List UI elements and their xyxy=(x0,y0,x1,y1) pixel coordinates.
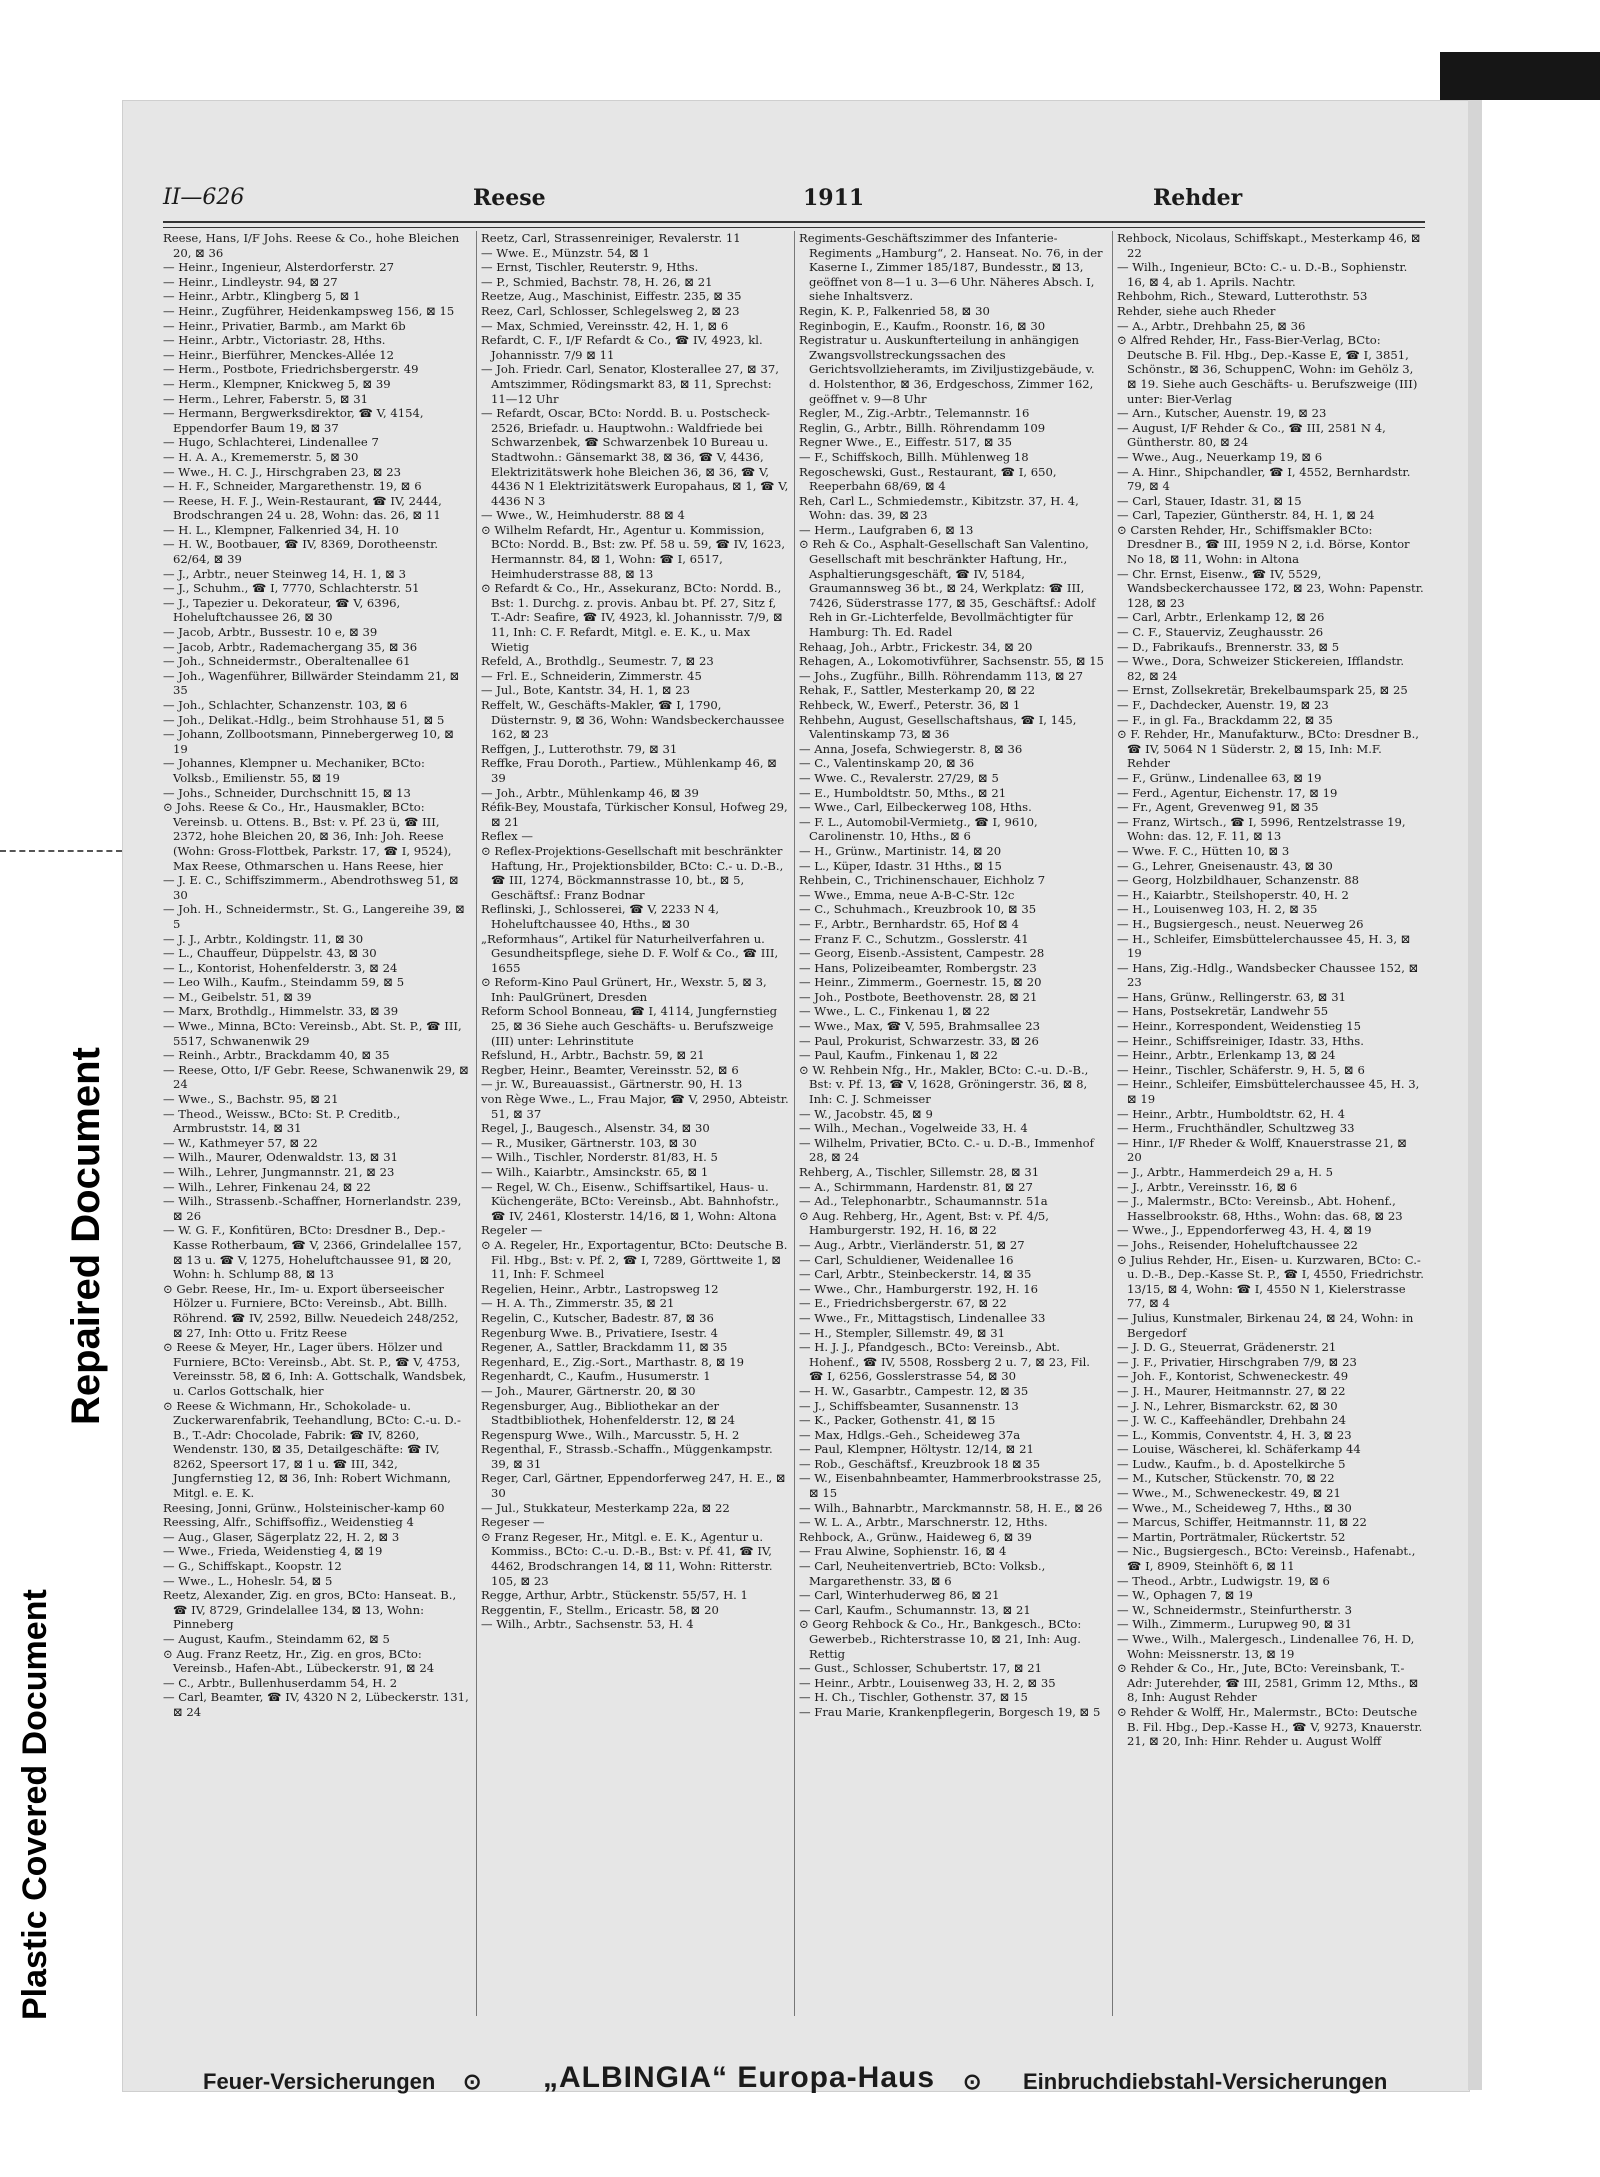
directory-entry: — Julius, Kunstmaler, Birkenau 24, ⊠ 24, Wohn: in Bergedorf xyxy=(1117,1310,1414,1340)
directory-entry: — Wilh., Mechan., Vogelweide 33, H. 4 xyxy=(799,1121,1028,1136)
directory-entry: — C. F., Stauerviz, Zeughausstr. 26 xyxy=(1117,625,1324,640)
directory-entry: — K., Packer, Gothenstr. 41, ⊠ 15 xyxy=(799,1413,996,1428)
directory-entry: Regoschewski, Gust., Restaurant, ☎ I, 650, Reeperbahn 68/69, ⊠ 4 xyxy=(799,464,1057,494)
directory-entry: — Joh. H., Schneidermstr., St. G., Langereihe 39, ⊠ 5 xyxy=(163,902,465,931)
footer-separator: ⊙ xyxy=(463,2069,482,2094)
directory-entry: — J., Tapezier u. Dekorateur, ☎ V, 6396, Hoheluftchaussee 26, ⊠ 30 xyxy=(163,595,401,625)
directory-entry: Refardt, C. F., I/F Refardt & Co., ☎ IV, 4923, kl. Johannisstr. 7/9 ⊠ 11 xyxy=(481,333,763,362)
directory-entry: Regeler — xyxy=(481,1223,543,1238)
directory-entry: — J., Arbtr., neuer Steinweg 14, H. 1, ⊠ 3 xyxy=(163,566,406,581)
directory-entry: — L., Kontorist, Hohenfelderstr. 3, ⊠ 24 xyxy=(163,960,398,975)
directory-entry: — Heinr., Korrespondent, Weidenstieg 15 xyxy=(1117,1019,1361,1034)
directory-entry: — Wwe., Carl, Eilbeckerweg 108, Hths. xyxy=(799,800,1032,815)
directory-entry: — Joh., Schlachter, Schanzenstr. 103, ⊠ 6 xyxy=(163,698,408,712)
directory-entry: Regenburg Wwe. B., Privatiere, Isestr. 4 xyxy=(481,1325,719,1340)
directory-entry: — Wwe., Chr., Hamburgerstr. 192, H. 16 xyxy=(799,1281,1038,1296)
directory-entry: — C., Valentinskamp 20, ⊠ 36 xyxy=(799,756,975,771)
footer-left-text: Feuer-Versicherungen xyxy=(203,2069,436,2094)
directory-entry: — Wilh., Zimmerm., Lurupweg 90, ⊠ 31 xyxy=(1117,1617,1352,1632)
directory-entry: — L., Küper, Idastr. 31 Hths., ⊠ 15 xyxy=(799,858,1002,873)
directory-entry: Refeld, A., Brothdlg., Seumestr. 7, ⊠ 23 xyxy=(481,654,714,669)
column-3 xyxy=(799,231,1107,2016)
directory-entry: Registratur u. Auskunfterteilung in anhängigen Zwangsvollstreckungssachen des Gerichtsvollzieheramts, im Ziviljustizgebäude, v. d. Holstenthor, ⊠ 36, Erdgeschoss, Zimmer 162, geöffnet v. 9—8 Uhr xyxy=(799,333,1095,406)
directory-entry: Rehbeck, W., Ewerf., Peterstr. 36, ⊠ 1 xyxy=(799,698,1021,712)
directory-entry: — Wwe., Aug., Neuerkamp 19, ⊠ 6 xyxy=(1117,449,1323,464)
directory-entry: — Louise, Wäscherei, kl. Schäferkamp 44 xyxy=(1117,1442,1361,1457)
directory-entry: „Reformhaus“, Artikel für Naturheilverfahren u. Gesundheitspflege, siehe D. F. Wolf & Co., ☎ III, 1655 xyxy=(481,931,779,975)
directory-entry: ⊙ Reese & Meyer, Hr., Lager übers. Hölzer und Furniere, BCto: Vereinsb., Abt. St. P., ☎ V, 4753, Vereinsstr. 58, ⊠ 6, Inh: A. Gottschalk, Wandsbek, u. Carlos Gottschalk, hier xyxy=(163,1340,467,1398)
directory-entry: — Hermann, Bergwerksdirektor, ☎ V, 4154, Eppendorfer Baum 19, ⊠ 37 xyxy=(163,406,424,435)
entry-columns xyxy=(163,231,1425,2016)
directory-entry: — Wwe., Emma, neue A-B-C-Str. 12c xyxy=(799,887,1015,902)
directory-entry: — Wilh., Bahnarbtr., Marckmannstr. 58, H. E., ⊠ 26 xyxy=(799,1500,1103,1515)
directory-entry: — Carl, Stauer, Idastr. 31, ⊠ 15 xyxy=(1117,493,1302,508)
directory-entry: — J., Schuhm., ☎ I, 7770, Schlachterstr. 51 xyxy=(163,581,420,596)
directory-entry: Regiments-Geschäftszimmer des Infanterie-Regiments „Hamburg“, 2. Hanseat. No. 76, in der Kaserne I., Zimmer 185/187, Bundesstr., ⊠ 13, geöffnet von 8—1 u. 3—6 Uhr. Näheres Absch. I, siehe Inhaltsverz. xyxy=(799,231,1103,304)
directory-entry: — Herm., Fruchthändler, Schultzweg 33 xyxy=(1117,1121,1355,1136)
directory-entry: — Wilh., Lehrer, Finkenau 24, ⊠ 22 xyxy=(163,1179,371,1194)
directory-entry: Reetz, Alexander, Zig. en gros, BCto: Hanseat. B., ☎ IV, 8729, Grindelallee 134, ⊠ 13, Wohn: Pinneberg xyxy=(163,1588,457,1632)
directory-entry: — Joh. F., Kontorist, Schweneckestr. 49 xyxy=(1117,1369,1349,1384)
directory-entry: — G., Schiffskapt., Koopstr. 12 xyxy=(163,1559,342,1574)
directory-entry: — Ernst, Tischler, Reuterstr. 9, Hths. xyxy=(481,260,699,275)
directory-entry: — Carl, Kaufm., Schumannstr. 13, ⊠ 21 xyxy=(799,1602,1031,1617)
directory-entry: — Herm., Laufgraben 6, ⊠ 13 xyxy=(799,522,974,537)
directory-entry: — H., Bugsiergesch., neust. Neuerweg 26 xyxy=(1117,916,1364,931)
directory-entry: — Franz F. C., Schutzm., Gosslerstr. 41 xyxy=(799,931,1029,946)
directory-entry: ⊙ A. Regeler, Hr., Exportagentur, BCto: Deutsche B. Fil. Hbg., Bst: v. Pf. 2, ☎ I, 7289, Görttweite 1, ⊠ 11, Inh: F. Schmeel xyxy=(481,1237,788,1282)
directory-entry: Regelien, Heinr., Arbtr., Lastropsweg 12 xyxy=(481,1281,719,1296)
directory-entry: Regenhard, E., Zig.-Sort., Marthastr. 8, ⊠ 19 xyxy=(481,1354,745,1369)
directory-entry: Reffelt, W., Geschäfts-Makler, ☎ I, 1790, Düsternstr. 9, ⊠ 36, Wohn: Wandsbeckerchaussee 162, ⊠ 23 xyxy=(481,698,785,742)
directory-entry: — Wwe. C., Revalerstr. 27/29, ⊠ 5 xyxy=(799,770,999,785)
directory-entry: — J., Arbtr., Vereinsstr. 16, ⊠ 6 xyxy=(1117,1179,1298,1194)
header-first-name: Reese xyxy=(473,185,546,211)
directory-entry: Refslund, H., Arbtr., Bachstr. 59, ⊠ 21 xyxy=(481,1048,705,1063)
directory-entry: — August, I/F Rehder & Co., ☎ III, 2581 N 4, Güntherstr. 80, ⊠ 24 xyxy=(1117,420,1386,450)
directory-entry: — W. G. F., Konfitüren, BCto: Dresdner B., Dep.-Kasse Rotherbaum, ☎ V, 2366, Grindelallee 157, ⊠ 13 u. ☎ V, 1275, Hoheluftchaussee 91, ⊠ 20, Wohn: h. Schlump 88, ⊠ 13 xyxy=(163,1223,462,1282)
directory-entry: — Wilh., Ingenieur, BCto: C.- u. D.-B., Sophienstr. 16, ⊠ 4, ab 1. Aprils. Nachtr. xyxy=(1117,260,1408,289)
directory-entry: — Wilh., Tischler, Norderstr. 81/83, H. 5 xyxy=(481,1150,718,1165)
directory-entry: — Franz, Wirtsch., ☎ I, 5996, Rentzelstrasse 19, Wohn: das. 12, F. 11, ⊠ 13 xyxy=(1117,814,1406,844)
directory-entry: — Heinr., Arbtr., Louisenweg 33, H. 2, ⊠ 35 xyxy=(799,1675,1056,1690)
directory-entry: — Refardt, Oscar, BCto: Nordd. B. u. Postscheck- 2526, Briefadr. u. Hauptwohn.: Waldfriede bei Schwarzenbek, ☎ Schwarzenbek 10 Bureau u. Stadtwohn.: Gänsemarkt 38, ⊠ 36, ☎ V, 4436, Elektrizitätswerk hohe Bleichen 36, ⊠ 36, ☎ V, 4436 N 1 Elektrizitätswerk Europahaus, ⊠ 1, ☎ V, 4436 N 3 xyxy=(481,406,789,508)
directory-entry: Rehagen, A., Lokomotivführer, Sachsenstr. 55, ⊠ 15 xyxy=(799,654,1104,669)
directory-entry: — J. F., Privatier, Hirschgraben 7/9, ⊠ 23 xyxy=(1117,1354,1357,1369)
directory-entry: — Rob., Geschäftsf., Kreuzbrook 18 ⊠ 35 xyxy=(799,1456,1041,1471)
directory-entry: — Wilh., Strassenb.-Schaffner, Hornerlandstr. 239, ⊠ 26 xyxy=(163,1194,462,1223)
directory-entry: von Rège Wwe., L., Frau Major, ☎ V, 2950, Abteistr. 51, ⊠ 37 xyxy=(481,1092,789,1121)
directory-entry: — J. D. G., Steuerrat, Grädenerstr. 21 xyxy=(1117,1340,1337,1355)
page-number: II—626 xyxy=(163,185,245,210)
directory-entry: — P., Schmied, Bachstr. 78, H. 26, ⊠ 21 xyxy=(481,274,713,289)
directory-entry: Rehak, F., Sattler, Mesterkamp 20, ⊠ 22 xyxy=(799,683,1036,698)
directory-entry: ⊙ Gebr. Reese, Hr., Im- u. Export überseeischer Hölzer u. Furniere, BCto: Vereinsb., Abt. Billh. Röhrend. ☎ IV, 2592, Billw. Neuedeich 248/252, ⊠ 27, Inh: Otto u. Fritz Reese xyxy=(163,1281,459,1340)
directory-entry: ⊙ Aug. Rehberg, Hr., Agent, Bst: v. Pf. 4/5, Hamburgerstr. 192, H. 16, ⊠ 22 xyxy=(799,1208,1049,1238)
directory-entry: — Reinh., Arbtr., Brackdamm 40, ⊠ 35 xyxy=(163,1048,390,1063)
directory-entry: — Georg, Eisenb.-Assistent, Campestr. 28 xyxy=(799,946,1045,961)
directory-entry: — Joh. Friedr. Carl, Senator, Klosterallee 27, ⊠ 37, Amtszimmer, Rödingsmarkt 83, ⊠ 11, Sprechst: 11—12 Uhr xyxy=(481,362,779,406)
directory-entry: Regenspurg Wwe., Wilh., Marcusstr. 5, H. 2 xyxy=(481,1427,740,1442)
directory-entry: Rehbock, Nicolaus, Schiffskapt., Mesterkamp 46, ⊠ 22 xyxy=(1117,231,1421,260)
directory-entry: — A., Arbtr., Drehbahn 25, ⊠ 36 xyxy=(1117,318,1306,333)
directory-entry: — Hugo, Schlachterei, Lindenallee 7 xyxy=(163,435,379,450)
column-divider xyxy=(794,231,795,2016)
header-year: 1911 xyxy=(803,185,865,211)
directory-entry: — Wwe. F. C., Hütten 10, ⊠ 3 xyxy=(1117,843,1290,858)
directory-entry: ⊙ F. Rehder, Hr., Manufakturw., BCto: Dresdner B., ☎ IV, 5064 N 1 Süderstr. 2, ⊠ 15, Inh: M.F. Rehder xyxy=(1117,727,1419,771)
directory-entry: — Ad., Telephonarbtr., Schaumannstr. 51a xyxy=(799,1194,1048,1209)
directory-entry: — Herm., Klempner, Knickweg 5, ⊠ 39 xyxy=(163,376,391,391)
directory-entry: ⊙ Carsten Rehder, Hr., Schiffsmakler BCto: Dresdner B., ☎ III, 1959 N 2, i.d. Börse, Kontor No 18, ⊠ 11, Wohn: in Altona xyxy=(1117,522,1410,567)
directory-entry: — Theod., Weissw., BCto: St. P. Creditb., Armbruststr. 14, ⊠ 31 xyxy=(163,1106,401,1136)
directory-entry: — Heinr., Arbtr., Erlenkamp 13, ⊠ 24 xyxy=(1117,1048,1336,1063)
directory-entry: — Joh., Wagenführer, Billwärder Steindamm 21, ⊠ 35 xyxy=(163,668,460,698)
footer-company: „ALBINGIA“ Europa-Haus xyxy=(543,2061,936,2094)
directory-entry: Reglin, G., Arbtr., Billh. Röhrendamm 109 xyxy=(799,420,1046,435)
directory-entry: — W., Schneidermstr., Steinfurtherstr. 3 xyxy=(1117,1602,1353,1617)
directory-entry: — Leo Wilh., Kaufm., Steindamm 59, ⊠ 5 xyxy=(163,975,405,990)
directory-entry: — Heinr., Schleifer, Eimsbüttelerchaussee 45, H. 3, ⊠ 19 xyxy=(1117,1077,1420,1107)
directory-entry: — Ludw., Kaufm., b. d. Apostelkirche 5 xyxy=(1117,1456,1346,1471)
directory-entry: Rehbein, C., Trichinenschauer, Eichholz 7 xyxy=(799,873,1046,888)
directory-entry: — Carl, Winterhuderweg 86, ⊠ 21 xyxy=(799,1588,1000,1603)
directory-entry: — Heinr., Schiffsreiniger, Idastr. 33, Hths. xyxy=(1117,1033,1364,1048)
directory-entry: Réfik-Bey, Moustafa, Türkischer Konsul, Hofweg 29, ⊠ 21 xyxy=(481,800,788,829)
directory-entry: — Georg, Holzbildhauer, Schanzenstr. 88 xyxy=(1117,873,1359,888)
directory-entry: — Max, Hdlgs.-Geh., Scheideweg 37a xyxy=(799,1427,1021,1442)
directory-entry: — Arn., Kutscher, Auenstr. 19, ⊠ 23 xyxy=(1117,406,1327,421)
directory-entry: — H. A. A., Krememerstr. 5, ⊠ 30 xyxy=(163,449,359,464)
directory-entry: — Heinr., Tischler, Schäferstr. 9, H. 5, ⊠ 6 xyxy=(1117,1062,1365,1077)
directory-entry: — H., Grünw., Martinistr. 14, ⊠ 20 xyxy=(799,843,1002,858)
directory-entry: — Paul, Klempner, Höltystr. 12/14, ⊠ 21 xyxy=(799,1442,1034,1457)
directory-entry: — W. L. A., Arbtr., Marschnerstr. 12, Hths. xyxy=(799,1515,1048,1530)
directory-entry: — F., in gl. Fa., Brackdamm 22, ⊠ 35 xyxy=(1117,712,1333,727)
directory-entry: — Wwe., J., Eppendorferweg 43, H. 4, ⊠ 19 xyxy=(1117,1223,1372,1238)
directory-entry: Reessing, Alfr., Schiffsoffiz., Weidenstieg 4 xyxy=(163,1515,414,1530)
column-divider xyxy=(476,231,477,2016)
plastic-covered-label: Plastic Covered Document xyxy=(16,1589,54,2020)
directory-entry: ⊙ Refardt & Co., Hr., Assekuranz, BCto: Nordd. B., Bst: 1. Durchg. z. provis. Anbau bt. Pf. 27, Sitz f, T.-Adr: Seafire, ☎ IV, 4923, kl. Johannisstr. 7/9, ⊠ 11, Inh: C. F. Refardt, Mitgl. e. E. K., u. Max Wietig xyxy=(481,581,783,654)
directory-entry: — Wwe., M., Schweneckestr. 49, ⊠ 21 xyxy=(1117,1486,1341,1501)
directory-entry: ⊙ W. Rehbein Nfg., Hr., Makler, BCto: C.-u. D.-B., Bst: v. Pf. 13, ☎ V, 1628, Gröningerstr. 36, ⊠ 8, Inh: C. J. Schmeisser xyxy=(799,1062,1089,1107)
directory-entry: — Wwe., Fr., Mittagstisch, Lindenallee 33 xyxy=(799,1310,1046,1325)
directory-entry: — F., Schiffskoch, Billh. Mühlenweg 18 xyxy=(799,449,1029,464)
directory-entry: — Carl, Beamter, ☎ IV, 4320 N 2, Lübeckerstr. 131, ⊠ 24 xyxy=(163,1690,469,1719)
directory-entry: ⊙ Alfred Rehder, Hr., Fass-Bier-Verlag, BCto: Deutsche B. Fil. Hbg., Dep.-Kasse E, ☎ I, 3851, Schönstr., ⊠ 36, SchuppenC, Wohn: im Gehölz 3, ⊠ 19. Siehe auch Geschäfts- u. Berufszweige (III) unter: Bier-Verlag xyxy=(1117,333,1418,406)
directory-entry: — Heinr., Bierführer, Menckes-Allée 12 xyxy=(163,347,395,362)
directory-entry: — Wwe., Dora, Schweizer Stickereien, Ifflandstr. 82, ⊠ 24 xyxy=(1117,654,1405,683)
directory-entry: — Wwe., M., Scheideweg 7, Hths., ⊠ 30 xyxy=(1117,1500,1352,1515)
directory-entry: — Anna, Josefa, Schwiegerstr. 8, ⊠ 36 xyxy=(799,741,1023,756)
directory-entry: Regelin, C., Kutscher, Badestr. 87, ⊠ 36 xyxy=(481,1310,714,1325)
directory-entry: ⊙ Reh & Co., Asphalt-Gesellschaft San Valentino, Gesellschaft mit beschränkter Haftung, Hr., Asphaltierungsgeschäft, ☎ IV, 5184, Graumannsweg 36 bt., ⊠ 24, Werkplatz: ☎ III, 7426, Süderstrasse 177, ⊠ 35, Geschäftsf.: Adolf Reh in Gr.-Lichterfelde, Bevollmächtigter für Hamburg: Th. Ed. Radel xyxy=(799,537,1096,640)
directory-page xyxy=(122,100,1470,2092)
directory-entry: Reflex — xyxy=(481,829,534,844)
directory-entry: — H., Schleifer, Eimsbüttelerchaussee 45, H. 3, ⊠ 19 xyxy=(1117,931,1411,961)
directory-entry: — W., Eisenbahnbeamter, Hammerbrookstrasse 25, ⊠ 15 xyxy=(799,1471,1102,1501)
directory-entry: — Hinr., I/F Rheder & Wolff, Knauerstrasse 21, ⊠ 20 xyxy=(1117,1135,1407,1165)
directory-entry: — Wwe., Wilh., Malergesch., Lindenallee 76, H. D, Wohn: Meissnerstr. 13, ⊠ 19 xyxy=(1117,1632,1415,1661)
directory-entry: — Wilh., Kaiarbtr., Amsinckstr. 65, ⊠ 1 xyxy=(481,1165,709,1179)
directory-entry: — J., Malermstr., BCto: Vereinsb., Abt. Hohenf., Hasselbrookstr. 68, Hths., Wohn: das. 68, ⊠ 23 xyxy=(1117,1194,1403,1223)
directory-entry: — W., Jacobstr. 45, ⊠ 9 xyxy=(799,1106,933,1121)
directory-entry: Reez, Carl, Schlosser, Schlegelsweg 2, ⊠ 23 xyxy=(481,303,740,318)
directory-entry: ⊙ Rehder & Wolff, Hr., Malermstr., BCto: Deutsche B. Fil. Hbg., Dep.-Kasse H., ☎ V, 9273, Knauerstr. 21, ⊠ 20, Inh: Hinr. Rehder u. August Wolff xyxy=(1117,1704,1423,1749)
directory-entry: — Joh., Delikat.-Hdlg., beim Strohhause 51, ⊠ 5 xyxy=(163,712,445,727)
cut-guide-line xyxy=(0,850,122,852)
directory-entry: — Ferd., Agentur, Eichenstr. 17, ⊠ 19 xyxy=(1117,785,1338,800)
directory-entry: Regge, Arthur, Arbtr., Stückenstr. 55/57, H. 1 xyxy=(481,1588,748,1603)
directory-entry: ⊙ Reese & Wichmann, Hr., Schokolade- u. Zuckerwarenfabrik, Teehandlung, BCto: C.-u. D.-B., T.-Adr: Chocolade, Fabrik: ☎ IV, 8260, Wendenstr. 130, ⊠ 35, Detailgeschäfte: ☎ IV, 8262, Speersort 17, ⊠ 1 u. ☎ III, 342, Jungfernstieg 12, ⊠ 36, Inh: Robert Wichmann, Mitgl. e. E. K. xyxy=(163,1398,461,1501)
directory-entry: — G., Lehrer, Gneisenaustr. 43, ⊠ 30 xyxy=(1117,858,1333,873)
directory-entry: Reform School Bonneau, ☎ I, 4114, Jungfernstieg 25, ⊠ 36 Siehe auch Geschäfts- u. Berufszweige (III) unter: Lehrinstitute xyxy=(481,1004,778,1048)
directory-entry: — Chr. Ernst, Eisenw., ☎ IV, 5529, Wandsbeckerchaussee 172, ⊠ 23, Wohn: Papenstr. 128, ⊠ 23 xyxy=(1117,566,1424,610)
directory-entry: ⊙ Johs. Reese & Co., Hr., Hausmakler, BCto: Vereinsb. u. Ottens. B., Bst: v. Pf. 23 ü, ☎ III, 2372, hohe Bleichen 20, ⊠ 36, Inh: Joh. Reese (Wohn: Gross-Flottbek, Parkstr. 17, ☎ I, 9524), Max Reese, Othmarschen u. Hans Reese, hier xyxy=(163,800,452,873)
directory-entry: — Johs., Zugführ., Billh. Röhrendamm 113, ⊠ 27 xyxy=(799,668,1084,683)
directory-entry: — Wwe., L. C., Finkenau 1, ⊠ 22 xyxy=(799,1004,991,1019)
directory-entry: — Joh., Postbote, Beethovenstr. 28, ⊠ 21 xyxy=(799,989,1038,1004)
column-2 xyxy=(481,231,789,2016)
directory-entry: — Hans, Grünw., Rellingerstr. 63, ⊠ 31 xyxy=(1117,989,1346,1004)
directory-entry: — Heinr., Ingenieur, Alsterdorferstr. 27 xyxy=(163,260,394,275)
directory-entry: — Frau Marie, Krankenpflegerin, Borgesch 19, ⊠ 5 xyxy=(799,1704,1101,1719)
directory-entry: Regensburger, Aug., Bibliothekar an der Stadtbibliothek, Hohenfelderstr. 12, ⊠ 24 xyxy=(481,1398,736,1428)
header-rule-thin xyxy=(163,227,1425,228)
directory-entry: ⊙ Rehder & Co., Hr., Jute, BCto: Vereinsbank, T.-Adr: Juterehder, ☎ III, 2581, Grimm 12, Mths., ⊠ 8, Inh: August Rehder xyxy=(1117,1661,1419,1705)
directory-entry: — Wwe. E., Münzstr. 54, ⊠ 1 xyxy=(481,245,650,260)
directory-entry: — Jul., Bote, Kantstr. 34, H. 1, ⊠ 23 xyxy=(481,683,690,698)
directory-entry: Rehberg, A., Tischler, Sillemstr. 28, ⊠ 31 xyxy=(799,1165,1040,1179)
directory-entry: — Johs., Reisender, Hoheluftchaussee 22 xyxy=(1117,1237,1358,1252)
directory-entry: — F., Arbtr., Bernhardstr. 65, Hof ⊠ 4 xyxy=(799,916,1019,931)
directory-entry: Reginbogin, E., Kaufm., Roonstr. 16, ⊠ 30 xyxy=(799,318,1046,333)
directory-entry: Reese, Hans, I/F Johs. Reese & Co., hohe Bleichen 20, ⊠ 36 xyxy=(163,231,460,260)
directory-entry: — Max, Schmied, Vereinsstr. 42, H. 1, ⊠ 6 xyxy=(481,318,729,333)
directory-entry: Reger, Carl, Gärtner, Eppendorferweg 247, H. E., ⊠ 30 xyxy=(481,1471,786,1501)
directory-entry: — Heinr., Zugführer, Heidenkampsweg 156, ⊠ 15 xyxy=(163,303,455,318)
directory-entry: — J. H., Maurer, Heitmannstr. 27, ⊠ 22 xyxy=(1117,1383,1346,1398)
directory-entry: Reetz, Carl, Strassenreiniger, Revalerstr. 11 xyxy=(481,231,741,245)
directory-entry: — Carl, Arbtr., Steinbeckerstr. 14, ⊠ 35 xyxy=(799,1267,1032,1282)
directory-entry: — Heinr., Zimmerm., Goernestr. 15, ⊠ 20 xyxy=(799,975,1042,990)
directory-entry: — F., Grünw., Lindenallee 63, ⊠ 19 xyxy=(1117,770,1322,785)
directory-entry: — Marcus, Schiffer, Heitmannstr. 11, ⊠ 22 xyxy=(1117,1515,1367,1530)
directory-entry: Rehbehn, August, Gesellschaftshaus, ☎ I, 145, Valentinskamp 73, ⊠ 36 xyxy=(799,712,1077,742)
directory-entry: — H. F., Schneider, Margarethenstr. 19, ⊠ 6 xyxy=(163,479,422,494)
footer-separator: ⊙ xyxy=(963,2069,982,2094)
directory-entry: Reffke, Frau Doroth., Partiew., Mühlenkamp 46, ⊠ 39 xyxy=(481,756,777,785)
directory-entry: — J. N., Lehrer, Bismarckstr. 62, ⊠ 30 xyxy=(1117,1398,1338,1413)
directory-entry: — Heinr., Privatier, Barmb., am Markt 6b xyxy=(163,318,406,333)
directory-entry: — M., Kutscher, Stückenstr. 70, ⊠ 22 xyxy=(1117,1471,1335,1486)
directory-entry: — Wwe., H. C. J., Hirschgraben 23, ⊠ 23 xyxy=(163,464,402,479)
directory-entry: Reffgen, J., Lutterothstr. 79, ⊠ 31 xyxy=(481,741,678,756)
directory-entry: Reh, Carl L., Schmiedemstr., Kibitzstr. 37, H. 4, Wohn: das. 39, ⊠ 23 xyxy=(799,493,1079,523)
directory-entry: — Theod., Arbtr., Ludwigstr. 19, ⊠ 6 xyxy=(1117,1573,1330,1588)
directory-entry: — Gust., Schlosser, Schubertstr. 17, ⊠ 21 xyxy=(799,1661,1043,1676)
directory-entry: — Jacob, Arbtr., Bussestr. 10 e, ⊠ 39 xyxy=(163,625,378,640)
directory-entry: Rehbohm, Rich., Steward, Lutterothstr. 53 xyxy=(1117,289,1368,304)
directory-entry: — Wwe., Max, ☎ V, 595, Brahmsallee 23 xyxy=(799,1019,1040,1034)
directory-entry: — Frau Alwine, Sophienstr. 16, ⊠ 4 xyxy=(799,1544,1007,1559)
header-last-name: Rehder xyxy=(1153,185,1243,211)
directory-entry: — J. J., Arbtr., Koldingstr. 11, ⊠ 30 xyxy=(163,931,364,946)
directory-entry: Regenthal, F., Strassb.-Schaffn., Müggenkampstr. 39, ⊠ 31 xyxy=(481,1442,773,1471)
directory-entry: — Wilh., Arbtr., Sachsenstr. 53, H. 4 xyxy=(481,1617,694,1632)
directory-entry: — C., Schuhmach., Kreuzbrook 10, ⊠ 35 xyxy=(799,902,1037,917)
directory-entry: ⊙ Franz Regeser, Hr., Mitgl. e. E. K., Agentur u. Kommiss., BCto: C.-u. D.-B., Bst: v. Pf. 41, ☎ IV, 4462, Brodschrangen 14, ⊠ 11, Wohn: Ritterstr. 105, ⊠ 23 xyxy=(481,1529,773,1588)
directory-entry: ⊙ Aug. Franz Reetz, Hr., Zig. en gros, BCto: Vereinsb., Hafen-Abt., Lübeckerstr. 91, ⊠ 24 xyxy=(163,1646,435,1676)
directory-entry: — Jul., Stukkateur, Mesterkamp 22a, ⊠ 22 xyxy=(481,1500,730,1515)
directory-entry: Regin, K. P., Falkenried 58, ⊠ 30 xyxy=(799,303,990,318)
directory-entry: — Aug., Glaser, Sägerplatz 22, H. 2, ⊠ 3 xyxy=(163,1529,400,1544)
directory-entry: — Regel, W. Ch., Eisenw., Schiffsartikel, Haus- u. Küchengeräte, BCto: Vereinsb., Abt. Bahnhofstr., ☎ IV, 2461, Klosterstr. 14/16, ⊠ 1, Wohn: Altona xyxy=(481,1179,779,1223)
directory-entry: ⊙ Wilhelm Refardt, Hr., Agentur u. Kommission, BCto: Nordd. B., Bst: zw. Pf. 58 u. 59, ☎ IV, 1623, Hermannstr. 84, ⊠ 1, Wohn: ☎ I, 6517, Heimhuderstrasse 88, ⊠ 13 xyxy=(481,522,786,581)
directory-entry: — Aug., Arbtr., Vierländerstr. 51, ⊠ 27 xyxy=(799,1237,1025,1252)
directory-entry: Regener, A., Sattler, Brackdamm 11, ⊠ 35 xyxy=(481,1340,728,1355)
directory-entry: — H. W., Bootbauer, ☎ IV, 8369, Dorotheenstr. 62/64, ⊠ 39 xyxy=(163,537,439,567)
directory-entry: — E., Friedrichsbergerstr. 67, ⊠ 22 xyxy=(799,1296,1007,1311)
directory-entry: — Carl, Tapezier, Güntherstr. 84, H. 1, ⊠ 24 xyxy=(1117,508,1375,523)
directory-entry: Rehder, siehe auch Rheder xyxy=(1117,303,1276,318)
side-labels xyxy=(12,880,132,2020)
directory-entry: Regber, Heinr., Beamter, Vereinsstr. 52, ⊠ 6 xyxy=(481,1062,739,1077)
directory-entry: — Herm., Lehrer, Faberstr. 5, ⊠ 31 xyxy=(163,391,369,406)
directory-entry: — Joh., Schneidermstr., Oberaltenallee 61 xyxy=(163,654,411,669)
directory-entry: — Heinr., Arbtr., Klingberg 5, ⊠ 1 xyxy=(163,289,361,304)
directory-entry: ⊙ Julius Rehder, Hr., Eisen- u. Kurzwaren, BCto: C.- u. D.-B., Dep.-Kasse St. P., ☎ I, 4550, Friedrichstr. 13/15, ⊠ 4, Wohn: ☎ I, 4550 N 1, Kielerstrasse 77, ⊠ 4 xyxy=(1117,1252,1424,1311)
directory-entry: ⊙ Georg Rehbock & Co., Hr., Bankgesch., BCto: Gewerbeb., Richterstrasse 10, ⊠ 21, Inh: Aug. Rettig xyxy=(799,1617,1082,1661)
directory-entry: — Reese, Otto, I/F Gebr. Reese, Schwanenwik 29, ⊠ 24 xyxy=(163,1062,469,1092)
scan-frame-edge xyxy=(1440,52,1600,100)
column-1 xyxy=(163,231,471,2016)
directory-entry: — F., Dachdecker, Auenstr. 19, ⊠ 23 xyxy=(1117,698,1329,712)
directory-entry: — H. A. Th., Zimmerstr. 35, ⊠ 21 xyxy=(481,1296,675,1311)
page-header xyxy=(163,185,1433,219)
page-edge-shadow xyxy=(1468,100,1482,2090)
page-footer-advert xyxy=(163,2061,1425,2101)
directory-entry: — Ernst, Zollsekretär, Brekelbaumspark 25, ⊠ 25 xyxy=(1117,683,1408,698)
directory-entry: — Wilhelm, Privatier, BCto. C.- u. D.-B., Immenhof 28, ⊠ 24 xyxy=(799,1135,1094,1165)
directory-entry: — Wwe., S., Bachstr. 95, ⊠ 21 xyxy=(163,1092,339,1107)
directory-entry: — Hans, Zig.-Hdlg., Wandsbecker Chaussee 152, ⊠ 23 xyxy=(1117,960,1419,990)
directory-entry: — Wwe., Frieda, Weidenstieg 4, ⊠ 19 xyxy=(163,1544,383,1559)
directory-entry: — Herm., Postbote, Friedrichsbergerstr. 49 xyxy=(163,362,419,377)
directory-entry: Regenhardt, C., Kaufm., Husumerstr. 1 xyxy=(481,1369,711,1384)
directory-entry: — Nic., Bugsiergesch., BCto: Vereinsb., Hafenabt., ☎ I, 8909, Steinhöft 6, ⊠ 11 xyxy=(1117,1544,1416,1574)
directory-entry: Reesing, Jonni, Grünw., Holsteinischer-kamp 60 xyxy=(163,1500,445,1515)
directory-entry: Reetze, Aug., Maschinist, Eiffestr. 235, ⊠ 35 xyxy=(481,289,742,304)
directory-entry: — Martin, Porträtmaler, Rückertstr. 52 xyxy=(1117,1529,1346,1544)
directory-entry: — Johannes, Klempner u. Mechaniker, BCto: Volksb., Emilienstr. 55, ⊠ 19 xyxy=(163,756,425,785)
directory-entry: Regler, M., Zig.-Arbtr., Telemannstr. 16 xyxy=(799,406,1030,421)
directory-entry: — Carl, Schuldiener, Weidenallee 16 xyxy=(799,1252,1014,1267)
directory-entry: — H. Ch., Tischler, Gothenstr. 37, ⊠ 15 xyxy=(799,1690,1028,1705)
repaired-document-label: Repaired Document xyxy=(64,1047,108,1425)
directory-entry: — W., Ophagen 7, ⊠ 19 xyxy=(1117,1588,1253,1603)
directory-entry: — Hans, Postsekretär, Landwehr 55 xyxy=(1117,1004,1329,1019)
directory-entry: — H., Louisenweg 103, H. 2, ⊠ 35 xyxy=(1117,902,1318,917)
directory-entry: — Wwe., Minna, BCto: Vereinsb., Abt. St. P., ☎ III, 5517, Schwanenwik 29 xyxy=(163,1019,462,1048)
directory-entry: Regel, J., Baugesch., Alsenstr. 34, ⊠ 30 xyxy=(481,1121,710,1136)
directory-entry: — W., Kathmeyer 57, ⊠ 22 xyxy=(163,1135,318,1150)
footer-right-text: Einbruchdiebstahl-Versicherungen xyxy=(1023,2069,1388,2094)
directory-entry: — H., Stempler, Sillemstr. 49, ⊠ 31 xyxy=(799,1325,1005,1340)
directory-entry: — Frl. E., Schneiderin, Zimmerstr. 45 xyxy=(481,668,702,683)
directory-entry: — A., Schirmmann, Hardenstr. 81, ⊠ 27 xyxy=(799,1179,1033,1194)
directory-entry: — L., Chauffeur, Düppelstr. 43, ⊠ 30 xyxy=(163,946,377,961)
directory-entry: — D., Fabrikaufs., Brennerstr. 33, ⊠ 5 xyxy=(1117,639,1340,654)
directory-entry: — Wilh., Maurer, Odenwaldstr. 13, ⊠ 31 xyxy=(163,1150,398,1165)
directory-entry: ⊙ Reflex-Projektions-Gesellschaft mit beschränkter Haftung, Hr., Projektionsbilder, BCto: C.- u. D.-B., ☎ III, 1274, Böckmannstrasse 10, bt., ⊠ 5, Geschäftsf.: Franz Bodnar xyxy=(481,843,784,902)
directory-entry: Reggentin, F., Stellm., Ericastr. 58, ⊠ 20 xyxy=(481,1602,719,1617)
directory-entry: ⊙ Reform-Kino Paul Grünert, Hr., Wexstr. 5, ⊠ 3, Inh: PaulGrünert, Dresden xyxy=(481,975,767,1004)
directory-entry: Rehbock, A., Grünw., Haideweg 6, ⊠ 39 xyxy=(799,1529,1032,1544)
directory-entry: — Johann, Zollbootsmann, Pinnebergerweg 10, ⊠ 19 xyxy=(163,727,454,756)
directory-entry: — R., Musiker, Gärtnerstr. 103, ⊠ 30 xyxy=(481,1135,697,1150)
directory-entry: — Carl, Arbtr., Erlenkamp 12, ⊠ 26 xyxy=(1117,610,1325,625)
directory-entry: — M., Geibelstr. 51, ⊠ 39 xyxy=(163,989,312,1004)
directory-entry: — F. L., Automobil-Vermietg., ☎ I, 9610, Carolinenstr. 10, Hths., ⊠ 6 xyxy=(799,814,1038,844)
directory-entry: Regeser — xyxy=(481,1515,545,1530)
directory-entry: Regner Wwe., E., Eiffestr. 517, ⊠ 35 xyxy=(799,435,1013,450)
column-4 xyxy=(1117,231,1425,2016)
directory-entry: — Marx, Brothdlg., Himmelstr. 33, ⊠ 39 xyxy=(163,1004,399,1019)
directory-entry: — L., Kommis, Conventstr. 4, H. 3, ⊠ 23 xyxy=(1117,1427,1352,1442)
directory-entry: — Reese, H. F. J., Wein-Restaurant, ☎ IV, 2444, Brodschrangen 24 u. 28, Wohn: das. 26, ⊠ 11 xyxy=(163,493,442,523)
directory-entry: — H. W., Gasarbtr., Campestr. 12, ⊠ 35 xyxy=(799,1383,1029,1398)
directory-entry: — Johs., Schneider, Durchschnitt 15, ⊠ 13 xyxy=(163,785,411,800)
directory-entry: Rehaag, Joh., Arbtr., Frickestr. 34, ⊠ 20 xyxy=(799,639,1033,654)
directory-entry: — Paul, Kaufm., Finkenau 1, ⊠ 22 xyxy=(799,1048,998,1063)
directory-entry: — J., Schiffsbeamter, Susannenstr. 13 xyxy=(799,1398,1019,1413)
header-rule xyxy=(163,221,1425,223)
directory-entry: — A. Hinr., Shipchandler, ☎ I, 4552, Bernhardstr. 79, ⊠ 4 xyxy=(1117,464,1411,494)
directory-entry: — Jacob, Arbtr., Rademachergang 35, ⊠ 36 xyxy=(163,639,418,654)
directory-entry: — Heinr., Lindleystr. 94, ⊠ 27 xyxy=(163,274,338,289)
directory-entry: — Wwe., L., Hoheslr. 54, ⊠ 5 xyxy=(163,1573,333,1588)
directory-entry: — jr. W., Bureauassist., Gärtnerstr. 90, H. 13 xyxy=(481,1077,743,1092)
column-divider xyxy=(1112,231,1113,2016)
directory-entry: — E., Humboldtstr. 50, Mths., ⊠ 21 xyxy=(799,785,1007,800)
directory-entry: — Wwe., W., Heimhuderstr. 88 ⊠ 4 xyxy=(481,508,685,523)
directory-entry: — Carl, Neuheitenvertrieb, BCto: Volksb., Margarethenstr. 33, ⊠ 6 xyxy=(799,1559,1046,1588)
directory-entry: — Fr., Agent, Grevenweg 91, ⊠ 35 xyxy=(1117,800,1319,815)
directory-entry: — Paul, Prokurist, Schwarzestr. 33, ⊠ 26 xyxy=(799,1033,1039,1048)
directory-entry: — Wilh., Lehrer, Jungmannstr. 21, ⊠ 23 xyxy=(163,1165,395,1179)
directory-entry: — H., Kaiarbtr., Steilshoperstr. 40, H. 2 xyxy=(1117,887,1349,902)
directory-entry: — J., Arbtr., Hammerdeich 29 a, H. 5 xyxy=(1117,1165,1334,1179)
directory-entry: — Joh., Arbtr., Mühlenkamp 46, ⊠ 39 xyxy=(481,785,699,800)
directory-entry: — H. J. J., Pfandgesch., BCto: Vereinsb., Abt. Hohenf., ☎ IV, 5508, Rossberg 2 u. 7, ⊠ 23, Fil. ☎ I, 6256, Gosslerstrasse 54, ⊠ 30 xyxy=(799,1340,1090,1384)
directory-entry: — Heinr., Arbtr., Humboldtstr. 62, H. 4 xyxy=(1117,1106,1346,1121)
directory-entry: — Hans, Polizeibeamter, Rombergstr. 23 xyxy=(799,960,1037,975)
directory-entry: — H. L., Klempner, Falkenried 34, H. 10 xyxy=(163,522,399,537)
directory-entry: — C., Arbtr., Bullenhuserdamm 54, H. 2 xyxy=(163,1675,398,1690)
directory-entry: Reflinski, J., Schlosserei, ☎ V, 2233 N 4, Hoheluftchaussee 40, Hths., ⊠ 30 xyxy=(481,902,720,931)
directory-entry: — Joh., Maurer, Gärtnerstr. 20, ⊠ 30 xyxy=(481,1383,696,1398)
directory-entry: — J. W. C., Kaffeehändler, Drehbahn 24 xyxy=(1117,1413,1347,1428)
directory-entry: — August, Kaufm., Steindamm 62, ⊠ 5 xyxy=(163,1632,390,1646)
directory-entry: — J. E. C., Schiffszimmerm., Abendrothsweg 51, ⊠ 30 xyxy=(163,873,459,902)
directory-entry: — Heinr., Arbtr., Victoriastr. 28, Hths. xyxy=(163,333,386,348)
